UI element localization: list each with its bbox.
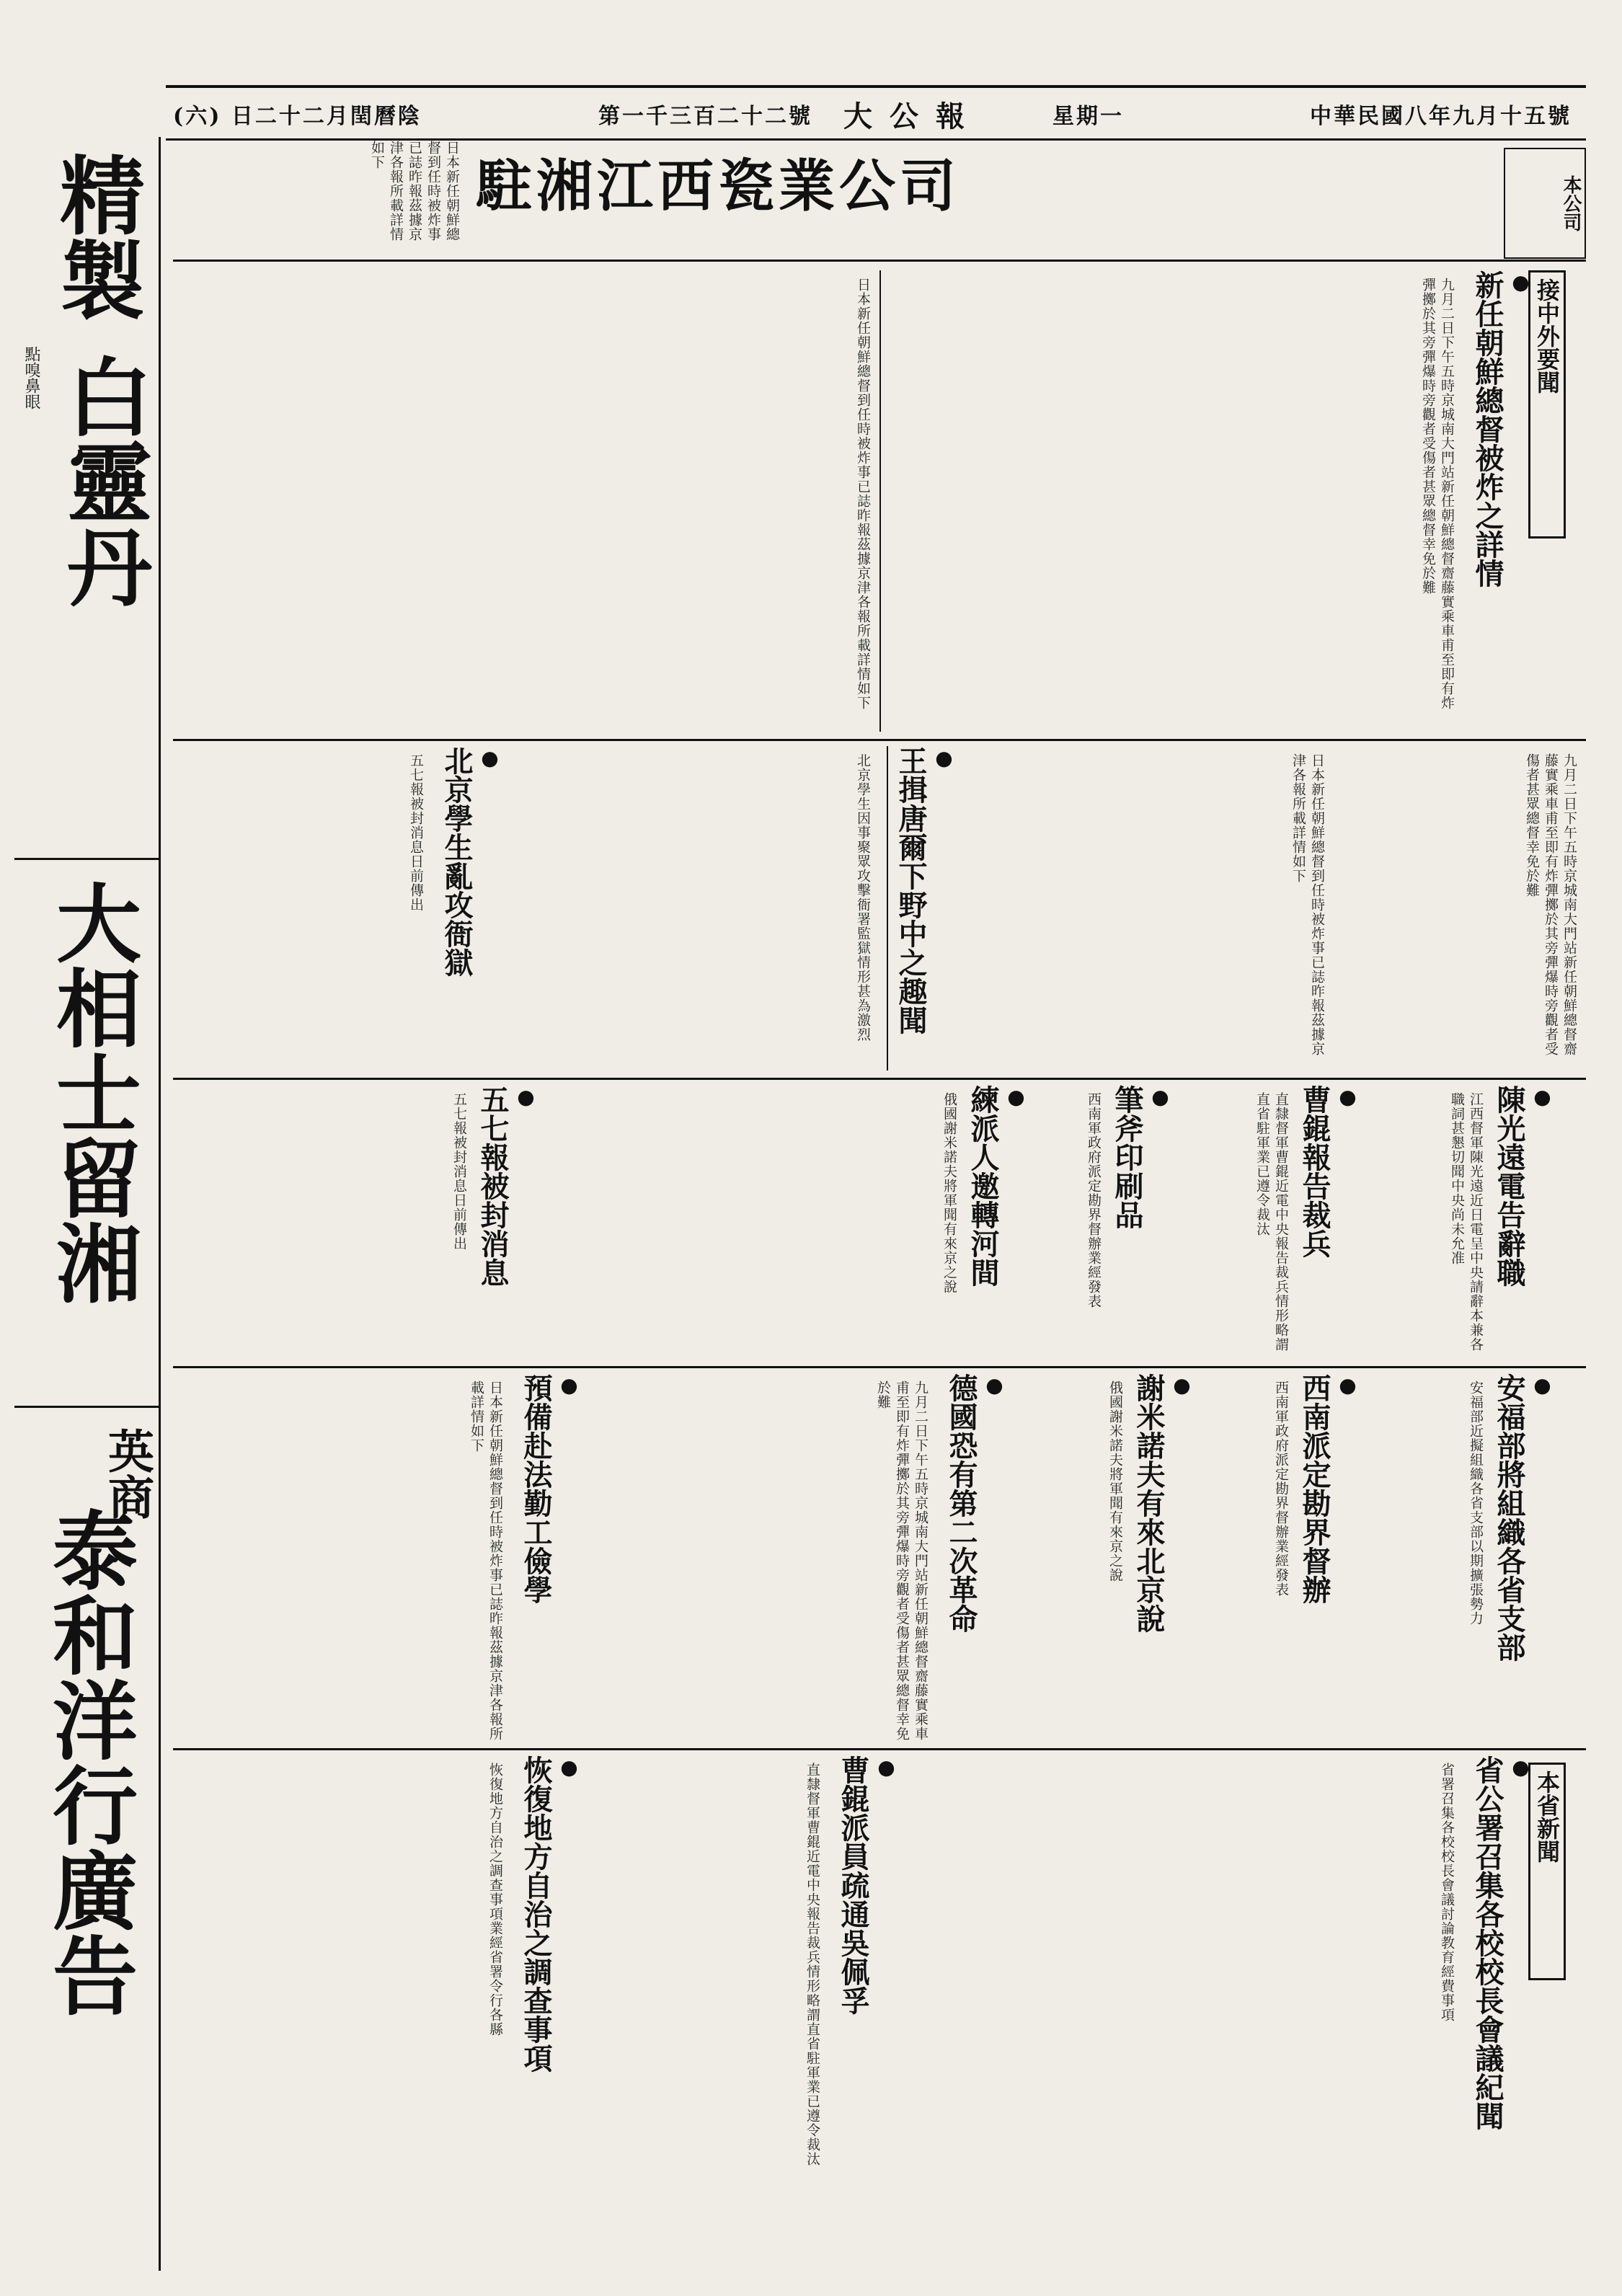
- article-workstudy-body: 日本新任朝鮮總督到任時被炸事已誌昨報茲據京津各報所載詳情如下: [469, 1380, 503, 1741]
- main-body: [173, 141, 1586, 2267]
- article-anfu-body: 安福部近擬組織各省支部以期擴張勢力: [1468, 1380, 1484, 1626]
- masthead: [166, 85, 1586, 141]
- left-ad-strip: [14, 137, 161, 2271]
- masthead-brand: 大公報: [843, 99, 982, 133]
- article-korea-body: 九月二日下午五時京城南大門站新任朝鮮總督齋藤實乘車甫至即有炸彈擲於其旁彈爆時旁觀者受傷者甚眾總督幸免於難: [1420, 278, 1455, 710]
- ad2-title: 大相士留湘: [42, 879, 142, 1305]
- section-foreign-news: 接中外要聞: [1528, 270, 1566, 538]
- article-chen-body: 江西督軍陳光遠近日電呈中央請辭本兼各職詞甚懇切聞中央尚未允准: [1449, 1092, 1484, 1352]
- masthead-weekday: 星期一: [1052, 104, 1124, 129]
- headline-self-government: ● 恢復地方自治之調查事項: [519, 1755, 585, 2224]
- article-row3-mid: 俄國謝米諾夫將軍聞有來京之說: [941, 1092, 957, 1294]
- headline-southwest: ● 西南派定勘界督辦: [1298, 1373, 1364, 1734]
- article-self-government-body: 恢復地方自治之調查事項業經省署令行各縣: [487, 1763, 503, 2036]
- headline-france-workstudy: ● 預備赴法勤工儉學: [519, 1373, 585, 1734]
- article-printing-body: 西南軍政府派定勘界督辦業經發表: [1086, 1092, 1102, 1308]
- ad3-title: 泰和洋行廣告: [38, 1507, 138, 2017]
- article-students-body: 北京學生因事聚眾攻擊衙署監獄情形甚為激烈: [855, 753, 871, 1042]
- ad3-brand: 英商: [100, 1427, 154, 1520]
- article-row2-left: 五七報被封消息日前傳出: [408, 753, 424, 912]
- article-57-body: 五七報被封消息日前傳出: [451, 1092, 467, 1251]
- masthead-date: 中華民國八年九月十五號: [1310, 104, 1572, 129]
- headline-chen-guangyuan: ● 陳光遠電告辭職: [1492, 1085, 1559, 1352]
- article-row1-left: 日本新任朝鮮總督到任時被炸事已誌昨報茲據京津各報所載詳情如下: [855, 278, 871, 710]
- headline-57-paper: ● 五七報被封消息: [476, 1085, 542, 1352]
- headline-beijing-students: ● 北京學生亂攻衙獄: [440, 746, 506, 1063]
- ad1-title: 精製: [45, 151, 146, 322]
- section-local-news: 本省新聞: [1528, 1763, 1566, 1980]
- ad1-product: 白靈丹: [53, 353, 153, 608]
- article-semenov-body: 俄國謝米諾夫將軍聞有來京之說: [1107, 1380, 1123, 1582]
- article-cao-body: 直隸督軍曹錕近電中央報告裁兵情形略謂直省駐軍業已遵令裁汰: [1254, 1092, 1289, 1352]
- headline-hejian: ● 練派人邀轉河間: [966, 1085, 1032, 1352]
- headline-cao-wu: ● 曹錕派員疏通吳佩孚: [836, 1755, 903, 2224]
- corner-box: 本公司: [1504, 148, 1586, 259]
- headline-wang-yitang: ● 王揖唐爾下野中之趣聞: [894, 746, 960, 1063]
- headline-printing: ● 筆斧印刷品: [1110, 1085, 1176, 1352]
- headline-school-meeting: ● 省公署召集各校校長會議紀聞: [1471, 1755, 1537, 2224]
- article-row2-right: 九月二日下午五時京城南大門站新任朝鮮總督齋藤實乘車甫至即有炸彈擲於其旁彈爆時旁觀者受傷者甚眾總督幸免於難: [1524, 753, 1577, 1056]
- article-germany-body: 九月二日下午五時京城南大門站新任朝鮮總督齋藤實乘車甫至即有炸彈擲於其旁彈爆時旁觀者受傷者甚眾總督幸免於難: [875, 1380, 929, 1741]
- ad1-sub: 點嗅鼻眼: [22, 346, 40, 409]
- article-southwest-body: 西南軍政府派定勘界督辦業經發表: [1273, 1380, 1289, 1597]
- masthead-issue: 第一千三百二十二號: [598, 104, 812, 129]
- headline-korea-governor: ● 新任朝鮮總督被炸之詳情: [1471, 270, 1537, 724]
- article-school-body: 省署召集各校校長會議討論教育經費事項: [1439, 1763, 1455, 2022]
- headline-semenov: ● 謝米諾夫有來北京說: [1132, 1373, 1198, 1734]
- article-cao-wu-body: 直隸督軍曹錕近電中央報告裁兵情形略謂直省駐軍業已遵令裁汰: [805, 1763, 820, 2166]
- company-header: 駐湘江西瓷業公司: [476, 154, 961, 219]
- headline-germany: ● 德國恐有第二次革命: [944, 1373, 1011, 1734]
- article-wang-body: 日本新任朝鮮總督到任時被炸事已誌昨報茲據京津各報所載詳情如下: [1290, 753, 1325, 1056]
- header-side-text: 日本新任朝鮮總督到任時被炸事已誌昨報茲據京津各報所載詳情如下: [369, 141, 460, 241]
- headline-anfu: ● 安福部將組織各省支部: [1492, 1373, 1559, 1734]
- headline-cao-kun-troops: ● 曹錕報告裁兵: [1298, 1085, 1364, 1352]
- masthead-page-label: (六) 日二十二月閏曆陰: [173, 104, 422, 129]
